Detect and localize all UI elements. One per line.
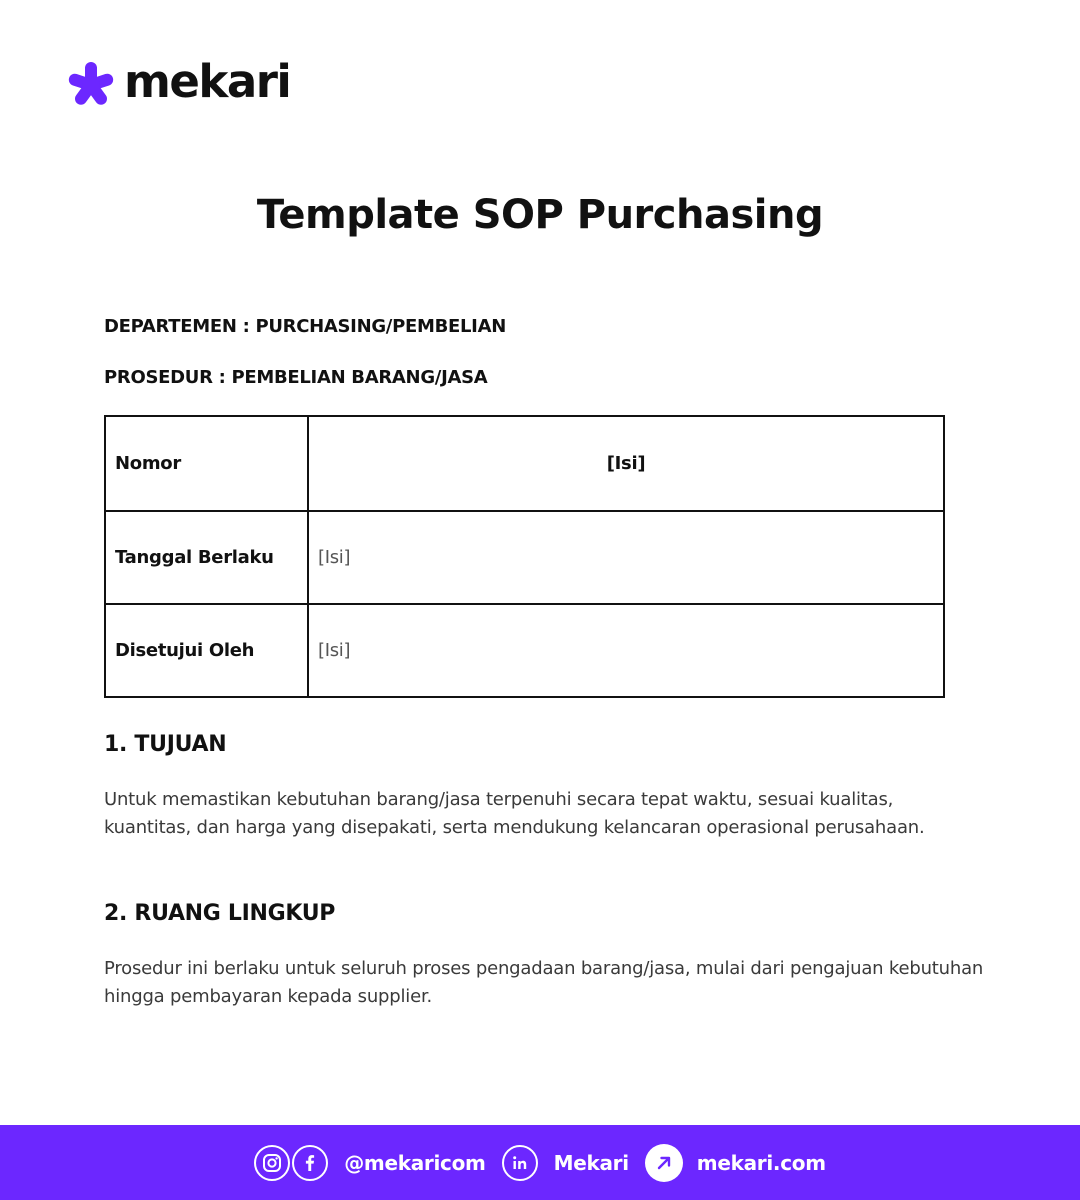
department-line: DEPARTEMEN : PURCHASING/PEMBELIAN <box>104 316 506 337</box>
linkedin-icon[interactable] <box>502 1145 538 1181</box>
row-value: [Isi] <box>308 511 944 604</box>
row-label: Nomor <box>105 416 308 511</box>
section-body-tujuan: Untuk memastikan kebutuhan barang/jasa terpenuhi secara tepat waktu, sesuai kualitas, kuantitas, dan harga yang disepakati, serta mendukung kelancaran operasional perusahaan. <box>104 789 925 838</box>
row-label: Tanggal Berlaku <box>105 511 308 604</box>
instagram-icon[interactable] <box>254 1145 290 1181</box>
social-handle[interactable]: @mekaricom <box>344 1150 486 1175</box>
table-row <box>105 604 944 697</box>
website-link[interactable]: mekari.com <box>696 1150 826 1175</box>
section-heading-ruang-lingkup: 2. RUANG LINGKUP <box>104 901 336 926</box>
facebook-icon[interactable] <box>292 1145 328 1181</box>
external-link-icon[interactable] <box>645 1144 683 1182</box>
social-footer <box>0 1125 1080 1200</box>
procedure-line: PROSEDUR : PEMBELIAN BARANG/JASA <box>104 367 488 388</box>
brand-name: mekari <box>124 55 291 108</box>
table-row <box>105 511 944 604</box>
asterisk-logo-icon <box>66 60 116 110</box>
section-body-ruang-lingkup: Prosedur ini berlaku untuk seluruh proses pengadaan barang/jasa, mulai dari pengajuan kebutuhan hingga pembayaran kepada supplier. <box>104 958 984 1007</box>
document-title: Template SOP Purchasing <box>256 192 824 238</box>
table-row <box>105 416 944 511</box>
linkedin-name[interactable]: Mekari <box>553 1150 629 1175</box>
info-table <box>104 415 945 698</box>
mekari-logo <box>66 55 291 110</box>
row-value: [Isi] <box>308 416 944 511</box>
section-heading-tujuan: 1. TUJUAN <box>104 732 227 757</box>
row-label: Disetujui Oleh <box>105 604 308 697</box>
row-value: [Isi] <box>308 604 944 697</box>
